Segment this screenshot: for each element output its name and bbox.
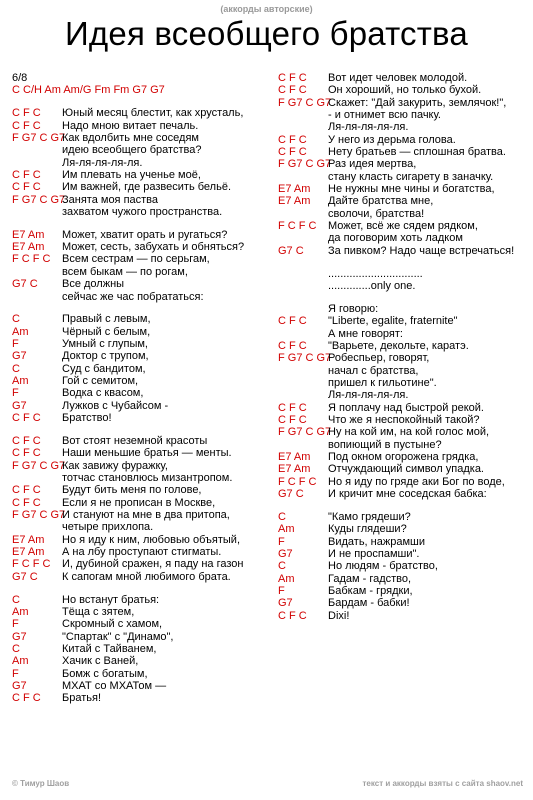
lyric-line [12, 521, 270, 533]
lyric-text: Он хороший, но только бухой. [328, 84, 482, 97]
chord-label: Am [12, 375, 29, 388]
chord-label: C F C [12, 168, 41, 181]
lyric-line [278, 439, 528, 451]
page-title: Идея всеобщего братства [65, 15, 468, 52]
lyric-line [12, 326, 270, 338]
chord-label: F G7 C G7 [278, 352, 332, 365]
right-column [278, 72, 528, 622]
lyric-text: Но людям - братство, [328, 560, 438, 573]
chord-label: E7 Am [12, 241, 45, 254]
lyric-text: Вот идет человек молодой. [328, 72, 468, 84]
chord-label: G7 [12, 630, 27, 643]
lyric-line [12, 387, 270, 399]
lyric-text: Но встанут братья: [62, 593, 160, 606]
chord-label: C [278, 510, 286, 523]
lyric-line [12, 291, 270, 303]
chord-label: C F C [12, 412, 41, 425]
chord-label: Am [12, 325, 29, 338]
lyric-line [278, 426, 528, 438]
lyric-text: Будут бить меня по голове, [62, 484, 202, 497]
lyric-line [12, 338, 270, 350]
chord-label: F [12, 338, 19, 351]
lyric-line [278, 548, 528, 560]
chord-label: C F C [12, 119, 41, 132]
chord-label: G7 [12, 350, 27, 363]
lyric-line [278, 573, 528, 585]
chord-label: C [12, 362, 20, 375]
chord-label: F C F C [12, 558, 51, 571]
lyric-line [12, 447, 270, 459]
lyric-text: Ля-ля-ля-ля-ля. [328, 389, 409, 402]
chord-label: C F C [278, 315, 307, 328]
lyric-line [12, 412, 270, 424]
lyric-text: пришел к гильотине". [328, 376, 437, 389]
chord-label: G7 C [278, 488, 304, 500]
lyric-line [278, 121, 528, 133]
lyric-line [278, 402, 528, 414]
lyric-text: Все должны [62, 278, 125, 291]
chord-label: C F C [12, 692, 41, 705]
lyric-text: А мне говорят: [328, 327, 403, 340]
lyric-text: Куды глядеши? [328, 523, 407, 536]
lyric-text: Умный с глупым, [62, 338, 148, 351]
lyric-line [12, 303, 270, 314]
chord-label: F C F C [278, 475, 317, 488]
chord-label: E7 Am [278, 183, 311, 196]
lyric-text: "Камо грядеши? [328, 510, 411, 523]
chord-label: E7 Am [12, 533, 45, 546]
chord-label: F G7 C G7 [278, 426, 332, 439]
lyric-text: да поговорим хоть ладком [328, 232, 463, 245]
lyric-text: Как вдолбить мне соседям [62, 131, 199, 144]
lyric-text: Занята моя паства [62, 193, 159, 206]
lyric-line [278, 183, 528, 195]
chord-label: Am [12, 605, 29, 618]
lyric-line [12, 509, 270, 521]
lyric-text: Отчуждающий символ упадка. [328, 463, 484, 476]
chord-label: C F C [12, 496, 41, 509]
lyric-text: И кричит мне соседская бабка: [328, 488, 487, 500]
chord-label: E7 Am [278, 463, 311, 476]
lyric-text: Бардам - бабки! [328, 597, 410, 610]
lyric-line [278, 268, 528, 280]
chord-label: Am [12, 655, 29, 668]
lyric-text: захватом чужого пространства. [62, 205, 223, 218]
chord-label: G7 C [12, 570, 38, 583]
time-signature: 6/8 [12, 72, 28, 84]
lyric-line [12, 472, 270, 484]
lyric-text: Доктор с трупом, [62, 350, 149, 363]
chord-label: Am [278, 572, 295, 585]
lyric-line [278, 488, 528, 500]
chord-label: C F C [278, 84, 307, 97]
chord-label: E7 Am [12, 546, 45, 559]
lyric-text: Не нужны мне чины и богатства, [328, 183, 495, 196]
lyric-text: Дайте братства мне, [328, 195, 434, 208]
lyric-line [12, 206, 270, 218]
lyric-line [12, 655, 270, 667]
lyric-line [278, 72, 528, 84]
lyric-line [278, 158, 528, 170]
lyric-text: К сапогам мной любимого брата. [62, 570, 231, 583]
lyric-text: Скромный с хамом, [62, 618, 163, 631]
lyric-text: Хачик с Ваней, [62, 655, 139, 668]
lyric-text: Братство! [62, 412, 112, 425]
lyric-text: Может, всё же сядем рядком, [328, 220, 478, 233]
lyric-line [278, 463, 528, 475]
lyric-line [278, 303, 528, 315]
lyric-line [12, 435, 270, 447]
lyric-line [12, 132, 270, 144]
lyric-line [278, 352, 528, 364]
lyric-line [278, 340, 528, 352]
lyric-line [278, 365, 528, 377]
chord-label: E7 Am [12, 228, 45, 241]
lyric-text: Dixi! [328, 609, 350, 622]
lyric-text: Ля-ля-ля-ля-ля. [328, 121, 409, 134]
chord-label: G7 C [12, 278, 38, 291]
lyric-line [278, 195, 528, 207]
chord-label: C F C [278, 339, 307, 352]
lyric-line [278, 84, 528, 96]
lyric-text: стану класть сигарету в заначку. [328, 170, 494, 183]
lyric-line [12, 424, 270, 435]
chord-label: C F C [12, 484, 41, 497]
lyric-line [12, 84, 270, 96]
lyric-text: МХАТ со МХАТом — [62, 679, 167, 692]
lyric-line [12, 680, 270, 692]
lyric-text: Правый с левым, [62, 313, 151, 326]
lyric-line [12, 460, 270, 472]
chord-label: F [278, 535, 285, 548]
lyric-text: Чёрный с белым, [62, 325, 151, 338]
chord-label: F G7 C G7 [12, 193, 66, 206]
chord-label: F G7 C G7 [12, 459, 66, 472]
lyric-text: Им плевать на ученье моё, [62, 168, 201, 181]
lyric-text: Раз идея мертва, [328, 158, 417, 171]
chord-label: F [12, 387, 19, 400]
chord-label: F [12, 667, 19, 680]
lyric-line [278, 377, 528, 389]
lyric-line [12, 144, 270, 156]
lyric-line [278, 232, 528, 244]
lyric-text: сейчас же час побрататься: [62, 290, 204, 303]
chord-label: C [12, 642, 20, 655]
lyric-line [12, 157, 270, 169]
lyric-line [12, 218, 270, 229]
chord-label: C F C [278, 146, 307, 159]
lyric-text: Китай с Тайванем, [62, 642, 157, 655]
chord-label: C F C [278, 401, 307, 414]
lyric-line [278, 257, 528, 268]
chord-label: Am [278, 523, 295, 536]
lyric-text: И не проспамши". [328, 547, 420, 560]
lyric-text: Как завижу фуражку, [62, 459, 168, 472]
lyric-line [278, 500, 528, 511]
lyric-line [12, 606, 270, 618]
lyric-text: А на лбу проступают стигматы. [62, 546, 222, 559]
lyric-line [278, 97, 528, 109]
lyric-text: И стануют на мне в два притопа, [62, 509, 230, 521]
lyric-text: У него из дерьма голова. [328, 133, 456, 146]
lyric-line [278, 280, 528, 292]
lyric-text: Может, хватит орать и ругаться? [62, 228, 228, 241]
lyric-line [12, 534, 270, 546]
lyric-line [278, 597, 528, 609]
lyric-line [278, 245, 528, 257]
lyric-text: Бомж с богатым, [62, 667, 148, 680]
lyric-text: тотчас становлюсь мизантропом. [62, 471, 233, 484]
lyric-line [278, 292, 528, 303]
chord-label: C [12, 593, 20, 606]
lyric-text: Но я иду по гряде аки Бог по воде, [328, 475, 505, 488]
lyric-line [278, 476, 528, 488]
lyric-text: Робеспьер, говорят, [328, 352, 430, 365]
lyric-text: Я поплачу над быстрой рекой. [328, 401, 484, 414]
lyric-text: Нету братьев — сплошная братва. [328, 146, 506, 159]
lyric-line [12, 266, 270, 278]
lyric-text: Бабкам - грядки, [328, 584, 413, 597]
lyric-line [12, 497, 270, 509]
lyric-text: Видать, нажрамши [328, 535, 425, 548]
chord-label: E7 Am [278, 195, 311, 208]
chord-label: F G7 C G7 [278, 158, 332, 171]
lyric-line [12, 363, 270, 375]
lyric-line [12, 668, 270, 680]
lyric-line [278, 414, 528, 426]
chord-label: C F C [12, 107, 41, 120]
lyric-text: сволочи, братства! [328, 207, 425, 220]
lyric-line [278, 109, 528, 121]
chord-label: G7 [12, 399, 27, 412]
chord-label: C F C [12, 434, 41, 447]
lyric-line [12, 631, 270, 643]
lyric-text: Наши меньшие братья — менты. [62, 447, 232, 460]
lyric-line [12, 97, 270, 108]
chord-label: C F C [278, 609, 307, 622]
lyric-line [12, 571, 270, 583]
lyric-text: За пивком? Надо чаще встречаться! [328, 244, 515, 257]
lyric-text: Суд с бандитом, [62, 362, 146, 375]
lyric-text: Если я не прописан в Москве, [62, 496, 216, 509]
lyric-text: Лужков с Чубайсом - [62, 399, 169, 412]
lyric-line [278, 220, 528, 232]
lyric-line [12, 350, 270, 362]
lyric-text: Надо мною витает печаль. [62, 119, 199, 132]
lyric-line [12, 253, 270, 265]
lyric-line [278, 146, 528, 158]
chord-label: F [278, 584, 285, 597]
lyric-line [12, 194, 270, 206]
lyric-line [278, 585, 528, 597]
chord-label: F [12, 618, 19, 631]
lyric-text: четыре прихлопа. [62, 521, 154, 534]
chord-label: C F C [12, 447, 41, 460]
lyric-text: Может, сесть, забухать и обняться? [62, 241, 245, 254]
lyric-line [278, 560, 528, 572]
lyric-line [12, 484, 270, 496]
lyric-text: Водка с квасом, [62, 387, 144, 400]
lyric-line [278, 523, 528, 535]
left-column [12, 72, 270, 705]
copyright: © Тимур Шаов [12, 779, 70, 788]
lyric-text: Им важней, где развесить бельё. [62, 181, 231, 194]
chord-label: E7 Am [278, 450, 311, 463]
lyric-text: Что же я неспокойный такой? [328, 413, 480, 426]
lyric-text: "Liberte, egalite, fraternite" [328, 315, 458, 328]
chord-label: F G7 C G7 [12, 131, 66, 144]
chord-label: C F C [12, 181, 41, 194]
source-credit: текст и аккорды взяты с сайта shaov.net [362, 779, 523, 788]
lyric-line [12, 313, 270, 325]
chord-label: C [278, 560, 286, 573]
intro-chords: C C/H Am Am/G Fm Fm G7 G7 [12, 84, 165, 97]
chord-label: G7 [278, 597, 293, 610]
chord-label: C F C [278, 133, 307, 146]
chord-label: G7 [12, 679, 27, 692]
lyric-text: Братья! [62, 692, 101, 705]
lyric-line [278, 134, 528, 146]
lyric-text: - и отнимет всю пачку. [328, 109, 441, 122]
lyric-text: Гой с семитом, [62, 375, 139, 388]
lyric-text: Под окном огорожена грядка, [328, 450, 479, 463]
lyric-line [278, 511, 528, 523]
lyric-text: Всем сестрам — по серьгам, [62, 253, 210, 266]
lyric-text: идею всеобщего братства? [62, 144, 202, 157]
lyric-line [12, 72, 270, 84]
chord-label: C F C [278, 72, 307, 84]
chord-label: G7 C [278, 244, 304, 257]
lyric-line [12, 107, 270, 119]
chord-label: F C F C [278, 220, 317, 233]
lyric-text: ............................... [328, 267, 423, 280]
lyric-text: Гадам - гадство, [328, 572, 412, 585]
lyric-line [278, 328, 528, 340]
lyric-line [278, 536, 528, 548]
lyric-line [12, 546, 270, 558]
lyric-line [12, 229, 270, 241]
lyric-line [12, 278, 270, 290]
lyric-text: Юный месяц блестит, как хрусталь, [62, 107, 244, 120]
lyric-text: Ну на кой им, на кой голос мой, [328, 426, 490, 439]
lyric-text: всем быкам — по рогам, [62, 265, 188, 278]
chords-note: (аккорды авторские) [220, 4, 313, 14]
lyric-line [278, 208, 528, 220]
lyric-line [278, 451, 528, 463]
lyric-line [12, 375, 270, 387]
lyric-text: вопиющий в пустыне? [328, 438, 442, 451]
lyric-line [12, 643, 270, 655]
lyric-line [278, 315, 528, 327]
lyric-line [12, 558, 270, 570]
lyric-text: Вот стоят неземной красоты [62, 434, 208, 447]
lyric-text: И, дубиной сражен, я паду на газон [62, 558, 244, 571]
lyric-text: Ля-ля-ля-ля-ля. [62, 156, 143, 169]
lyric-text: Но я иду к ним, любовью объятый, [62, 533, 241, 546]
lyric-text: "Варьете, декольте, каратэ. [328, 339, 469, 352]
chord-label: F G7 C G7 [278, 96, 332, 109]
lyric-line [12, 400, 270, 412]
chord-label: F G7 C G7 [12, 509, 66, 521]
lyric-line [278, 171, 528, 183]
lyric-line [12, 169, 270, 181]
chord-label: C [12, 313, 20, 326]
chord-label: G7 [278, 547, 293, 560]
lyric-text: Я говорю: [328, 302, 379, 315]
lyric-line [12, 583, 270, 594]
lyric-text: Тёща с зятем, [62, 605, 135, 618]
lyric-line [12, 181, 270, 193]
lyric-text: "Спартак" с "Динамо", [62, 630, 174, 643]
lyric-text: ..............only one. [328, 280, 416, 292]
chord-label: F C F C [12, 253, 51, 266]
chord-label: C F C [278, 413, 307, 426]
lyric-line [12, 120, 270, 132]
lyric-line [12, 618, 270, 630]
lyric-text: начал с братства, [328, 364, 419, 377]
lyric-line [12, 241, 270, 253]
lyric-line [278, 610, 528, 622]
lyric-line [12, 692, 270, 704]
lyric-text: Скажет: "Дай закурить, землячок!", [328, 96, 507, 109]
lyric-line [12, 594, 270, 606]
lyric-line [278, 389, 528, 401]
